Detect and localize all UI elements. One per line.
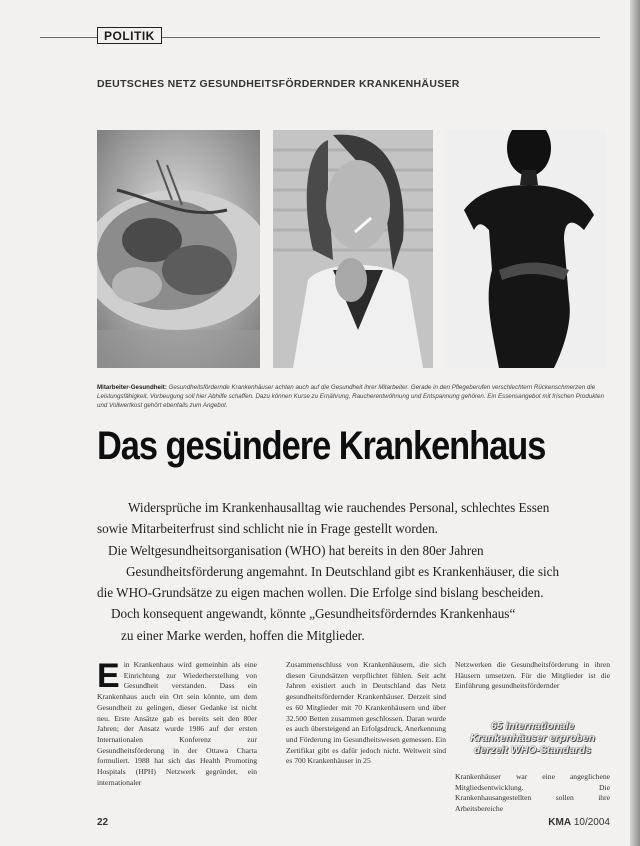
page-number: 22 bbox=[97, 817, 109, 828]
headline: Das gesündere Krankenhaus bbox=[97, 424, 546, 468]
lead-line: zu einer Marke werden, hoffen die Mitglieder. bbox=[121, 628, 365, 643]
lead-line: Doch konsequent angewandt, könnte „Gesundheitsförderndes Krankenhaus“ bbox=[111, 606, 516, 621]
folio-magazine bbox=[548, 817, 610, 828]
body-text: Zusammenschluss von Krankenhäusern, die sich diesen Grundsätzen verpflichtet fühlen. Seit acht Jahren existiert auch in Deutschland das Netz gesundheitsfördernder Krankenhäuser. Derzeit sind es 60 Mitglieder mit 70 Krankenhäusern und über 32.500 Betten zusammen geschlossen. Daran wurde es auch übersteigend an Erfolgsdruck, Anerkennung und Förderung im Gesundheitswesen gemessen. Ein Zertifikat gibt es dafür jedoch nicht. Weltweit sind es 700 Krankenhäuser in 25 bbox=[286, 660, 446, 766]
lead-line: Die Weltgesundheitsorganisation (WHO) hat bereits in den 80er Jahren bbox=[108, 543, 484, 558]
issue: 10/2004 bbox=[573, 817, 610, 828]
lead-line: sowie Mitarbeiterfrust sind schlicht nie in Frage gestellt worden. bbox=[97, 521, 438, 536]
magazine-name: KMA bbox=[548, 817, 572, 828]
caption-lead: Mitarbeiter-Gesundheit: bbox=[97, 384, 167, 391]
body-column-3 bbox=[455, 660, 610, 692]
lead-line: Gesundheitsförderung angemahnt. In Deutschland gibt es Krankenhäuser, die sich bbox=[126, 564, 560, 579]
body-text: Krankenhäuser war eine angeglichene Mitgliedsentwicklung. Die Krankenhausangestellten sollen ihre Arbeitsbereiche bbox=[455, 772, 610, 814]
photo-caption bbox=[97, 383, 609, 410]
photo-smoking-woman bbox=[273, 130, 433, 368]
body-column-1 bbox=[97, 657, 257, 788]
lead-line: die WHO-Grundsätze zu eigen machen wollen. Die Erfolge sind bislang bescheiden. bbox=[97, 585, 544, 600]
body-text: Netzwerken die Gesundheitsförderung in ihren Häusern umsetzen. Für die Mitglieder ist die Einführung gesundheitsfördernder bbox=[455, 660, 610, 691]
lead-line: Widersprüche im Krankenhausalltag wie rauchendes Personal, schlechtes Essen bbox=[128, 500, 550, 515]
body-text: in Krankenhaus wird gemeinhin als eine Einrichtung zur Wiederherstellung von Gesundheit verstanden. Dass ein Krankenhaus auch ein Ort sein könnte, um dem Gesundheit zu gelingen, dieser Gedanke ist nicht neu. Erste Ansätze gab es bereits seit den 80er Jahren; der Ansatz wurde 1986 auf der ersten Internationalen Konferenz zur Gesundheitsförderung in der Ottawa Charta formuliert. 1988 hat sich das Health Promoting Hospitals (HPH) Netzwerk gegründet, ein internationaler bbox=[97, 660, 257, 787]
caption-text: Gesundheitsfördernde Krankenhäuser achten auch auf die Gesundheit ihrer Mitarbeiter. Gerade in den Pflegeberufen verschlechtern Rückenschmerzen die Leistungsfähigkeit, Vorbeugung soll hier Abhilfe schaffen. Dazu können Kurse zu Ernährung, Raucherentwöhnung und Entspannung gehören. Ein Essensangebot mit frischen Produkten und Vollwertkost gehört ebenfalls zum Angebot. bbox=[97, 384, 604, 409]
pull-quote: 65 internationale Krankenhäuser erproben derzeit WHO-Standards bbox=[470, 720, 595, 756]
drop-cap: E bbox=[97, 657, 120, 695]
body-column-3-continued bbox=[455, 772, 610, 815]
page-edge-shadow bbox=[630, 0, 640, 846]
overline: DEUTSCHES NETZ GESUNDHEITSFÖRDERNDER KRANKENHÄUSER bbox=[97, 78, 460, 90]
body-column-2 bbox=[286, 660, 446, 767]
section-label: POLITIK bbox=[97, 27, 162, 44]
photo-food bbox=[97, 130, 260, 368]
photo-back-pain bbox=[444, 130, 606, 368]
